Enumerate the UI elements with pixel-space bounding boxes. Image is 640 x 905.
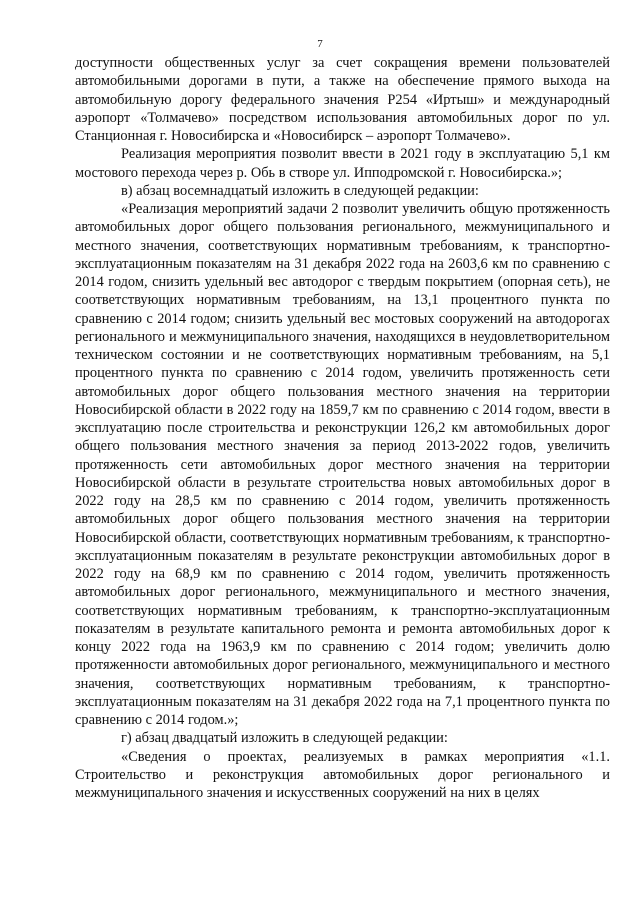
page-number: 7 [317,38,323,50]
paragraph-4: «Реализация мероприятий задачи 2 позволит увеличить общую протяженность автомобильных дорог общего пользования регионального, межмуниципального и местного значения, соответствующих нормативным требованиям, к транспортно-эксплуатационным показателям на 31 декабря 2022 года на 2603,6 км по сравнению с 2014 годом, снизить удельный вес автодорог с твердым покрытием (опорная сеть), не соответствующих нормативным требованиям, на 13,1 процентного пункта по сравнению с 2014 годом; снизить удельный вес мостовых сооружений на автодорогах регионального и межмуниципального значения, находящихся в неудовлетворительном техническом состоянии и не соответствующих нормативным требованиям, на 5,1 процентного пункта по сравнению с 2014 годом, увеличить протяженность сети автомобильных дорог общего пользования местного значения на территории Новосибирской области в 2022 году на 1859,7 км по сравнению с 2014 годом, ввести в эксплуатацию после строительства и реконструкции 126,2 км автомобильных дорог общего пользования местного значения за период 2013-2022 годов, увеличить протяженность сети автомобильных дорог местного значения на территории Новосибирской области в результате строительства новых автомобильных дорог в 2022 году на 28,5 км по сравнению с 2014 годом, увеличить протяженность автомобильных дорог общего пользования местного значения на территории Новосибирской области, соответствующих нормативным требованиям, к транспортно-эксплуатационным показателям в результате реконструкции автомобильных дорог в 2022 году на 68,9 км по сравнению с 2014 годом, увеличить протяженность автомобильных дорог регионального, межмуниципального и местного значения, соответствующих нормативным требованиям, к транспортно-эксплуатационным показателям в результате капитального ремонта и ремонта автомобильных дорог к концу 2022 года на 1963,9 км по сравнению с 2014 годом; увеличить долю протяженности автомобильных дорог регионального, межмуниципального и местного значения, соответствующих нормативным требованиям, к транспортно-эксплуатационным показателям на 31 декабря 2022 года на 7,1 процентного пункта по сравнению с 2014 годом.»; [75,201,610,728]
paragraph-5: г) абзац двадцатый изложить в следующей редакции: [121,730,448,747]
paragraph-3: в) абзац восемнадцатый изложить в следующей редакции: [121,182,479,199]
paragraph-2: Реализация мероприятия позволит ввести в 2021 году в эксплуатацию 5,1 км мостового перехода через р. Обь в створе ул. Ипподромской г. Новосибирска.»; [75,146,610,181]
document-body [75,54,610,802]
paragraph-1: доступности общественных услуг за счет сокращения времени пользователей автомобильными дорогами в пути, а также на обеспечение прямого выхода на автомобильную дорогу федерального значения Р254 «Иртыш» и международный аэропорт «Толмачево» посредством использования автомобильных дорог по ул. Станционная г. Новосибирска и «Новосибирск – аэропорт Толмачево». [75,55,610,144]
paragraph-6: «Сведения о проектах, реализуемых в рамках мероприятия «1.1. Строительство и реконструкция автомобильных дорог регионального и межмуниципального значения и искусственных сооружений на них в целях [75,748,610,801]
